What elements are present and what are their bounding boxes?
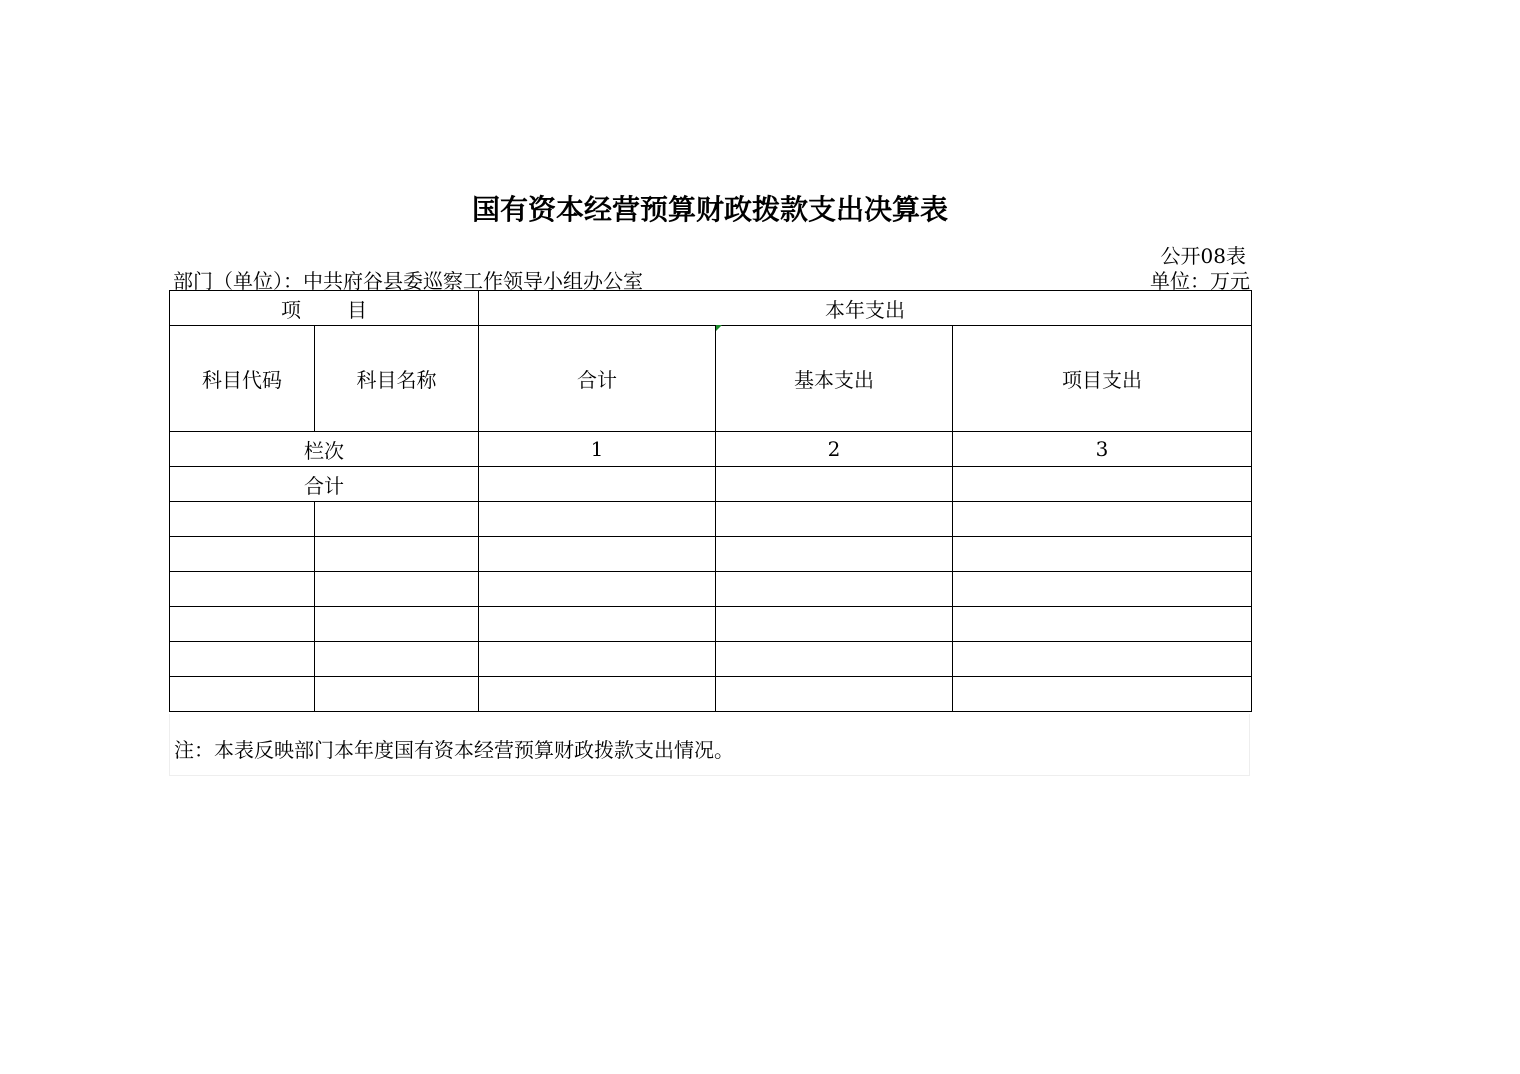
table-cell[interactable]: [479, 502, 716, 537]
table-row: [170, 607, 1252, 642]
form-number: 公开08表: [1160, 244, 1246, 268]
table-cell[interactable]: [170, 607, 315, 642]
column-number-2: 2: [716, 432, 953, 467]
table-cell[interactable]: [315, 677, 479, 712]
cell-comment-marker-icon: [716, 325, 722, 331]
header-item-right: 目: [347, 297, 367, 322]
table-cell[interactable]: [170, 677, 315, 712]
header-row-top: [170, 291, 1252, 326]
table-cell[interactable]: [716, 642, 953, 677]
column-number-label: 栏次: [170, 432, 479, 467]
page-title: 国有资本经营预算财政拨款支出决算表: [471, 193, 948, 226]
table-cell[interactable]: [953, 607, 1252, 642]
table-cell[interactable]: [479, 537, 716, 572]
table-row: [170, 642, 1252, 677]
table-cell[interactable]: [716, 677, 953, 712]
table-cell[interactable]: [953, 572, 1252, 607]
table-cell[interactable]: [953, 642, 1252, 677]
table-row: [170, 572, 1252, 607]
department-label: 部门（单位）：中共府谷县委巡察工作领导小组办公室: [173, 269, 643, 293]
total-cell[interactable]: [479, 467, 716, 502]
table-cell[interactable]: [315, 642, 479, 677]
table-cell[interactable]: [953, 537, 1252, 572]
column-number-1: 1: [479, 432, 716, 467]
col-header-project: 项目支出: [953, 326, 1252, 432]
table-row: [170, 502, 1252, 537]
table-cell[interactable]: [315, 537, 479, 572]
col-header-basic: 基本支出: [716, 326, 953, 432]
table-cell[interactable]: [479, 572, 716, 607]
total-row: [170, 467, 1252, 502]
table-cell[interactable]: [315, 607, 479, 642]
note-area: [169, 714, 1250, 776]
table-cell[interactable]: [170, 502, 315, 537]
total-project-cell[interactable]: [953, 467, 1252, 502]
col-header-total: 合计: [479, 326, 716, 432]
table-cell[interactable]: [479, 677, 716, 712]
table-cell[interactable]: [479, 607, 716, 642]
header-row-columns: [170, 326, 1252, 432]
table-cell[interactable]: [953, 502, 1252, 537]
table-cell[interactable]: [716, 607, 953, 642]
table-cell[interactable]: [716, 572, 953, 607]
table-cell[interactable]: [716, 502, 953, 537]
table-cell[interactable]: [953, 677, 1252, 712]
table-cell[interactable]: [315, 502, 479, 537]
total-basic-cell[interactable]: [716, 467, 953, 502]
col-header-name: 科目名称: [315, 326, 479, 432]
table-row: [170, 537, 1252, 572]
column-number-row: [170, 432, 1252, 467]
table-cell[interactable]: [170, 642, 315, 677]
table-row: [170, 677, 1252, 712]
header-current-year-cell: 本年支出: [479, 291, 1252, 326]
table-cell[interactable]: [716, 537, 953, 572]
total-row-label: 合计: [170, 467, 479, 502]
header-item-cell: [170, 291, 479, 326]
table-cell[interactable]: [479, 642, 716, 677]
table-note: 注：本表反映部门本年度国有资本经营预算财政拨款支出情况。: [174, 738, 734, 762]
column-number-3: 3: [953, 432, 1252, 467]
col-header-code: 科目代码: [170, 326, 315, 432]
header-item-left: 项: [281, 297, 301, 322]
table-cell[interactable]: [170, 572, 315, 607]
expenditure-table: [169, 290, 1252, 712]
table-cell[interactable]: [315, 572, 479, 607]
unit-label: 单位：万元: [1150, 269, 1250, 293]
table-cell[interactable]: [170, 537, 315, 572]
